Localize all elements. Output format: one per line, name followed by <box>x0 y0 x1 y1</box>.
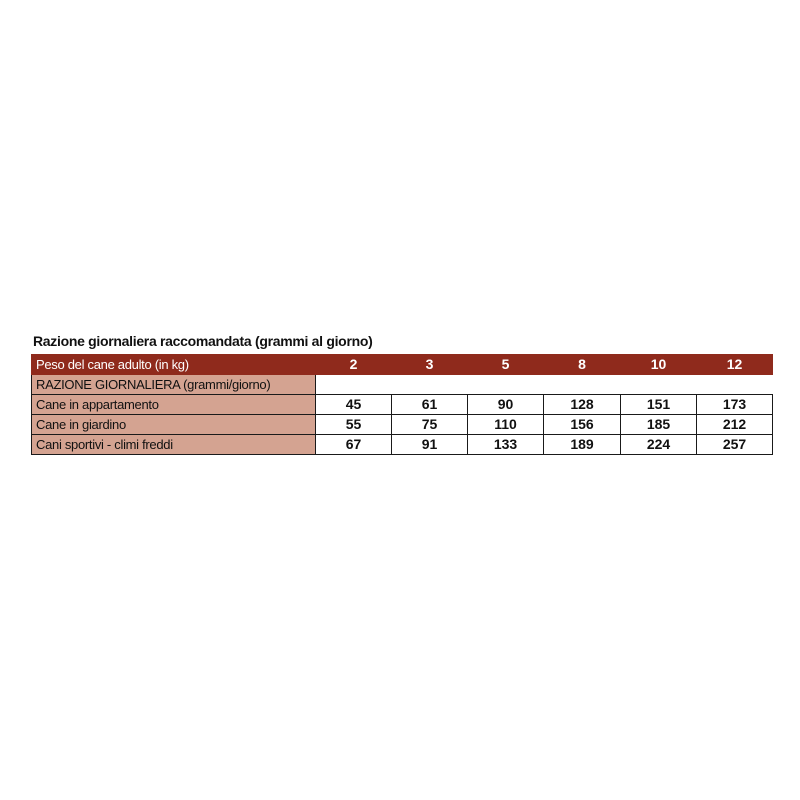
row-label: Cani sportivi - climi freddi <box>32 435 316 455</box>
weight-5kg: 5 <box>468 355 544 375</box>
weight-3kg: 3 <box>392 355 468 375</box>
table-cell: 173 <box>697 395 773 415</box>
table-title: Razione giornaliera raccomandata (grammi al giorno) <box>33 333 373 349</box>
table-cell: 67 <box>316 435 392 455</box>
section-row <box>32 375 773 395</box>
table-cell: 90 <box>468 395 544 415</box>
row-label: Cane in appartamento <box>32 395 316 415</box>
table-cell: 110 <box>468 415 544 435</box>
weight-12kg: 12 <box>697 355 773 375</box>
row-label: Cane in giardino <box>32 415 316 435</box>
weight-8kg: 8 <box>544 355 621 375</box>
table-cell: 151 <box>621 395 697 415</box>
table-cell: 189 <box>544 435 621 455</box>
section-blank <box>316 375 773 395</box>
weight-2kg: 2 <box>316 355 392 375</box>
weight-header-label: Peso del cane adulto (in kg) <box>32 355 316 375</box>
table-cell: 45 <box>316 395 392 415</box>
table-cell: 91 <box>392 435 468 455</box>
table-cell: 55 <box>316 415 392 435</box>
table-cell: 128 <box>544 395 621 415</box>
table-row <box>32 415 773 435</box>
table-cell: 61 <box>392 395 468 415</box>
table-cell: 156 <box>544 415 621 435</box>
table-cell: 224 <box>621 435 697 455</box>
table-row <box>32 435 773 455</box>
table-cell: 257 <box>697 435 773 455</box>
table-row <box>32 395 773 415</box>
table-cell: 75 <box>392 415 468 435</box>
table-cell: 133 <box>468 435 544 455</box>
header-row <box>32 355 773 375</box>
table-cell: 185 <box>621 415 697 435</box>
section-label: RAZIONE GIORNALIERA (grammi/giorno) <box>32 375 316 395</box>
table-cell: 212 <box>697 415 773 435</box>
weight-10kg: 10 <box>621 355 697 375</box>
ration-table <box>31 354 773 455</box>
